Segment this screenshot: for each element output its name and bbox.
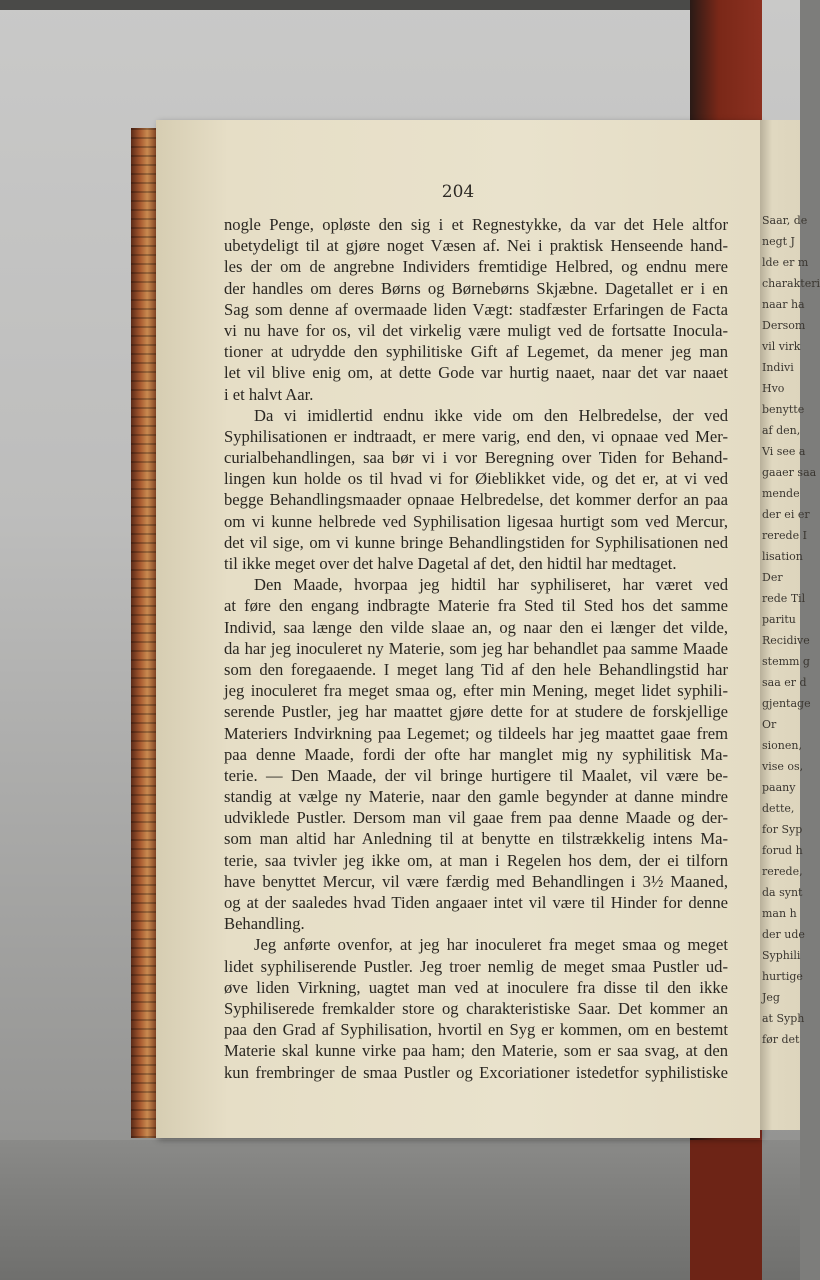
text-line: udviklede Pustler. Dersom man vil gaae frem paa denne Maade og der- xyxy=(224,808,728,828)
text-line: om vi kunne helbrede ved Syphilisation ligesaa hurtigt som ved Mercur, xyxy=(224,511,728,531)
text-line: Den Maade, hvorpaa jeg hidtil har syphiliseret, har været ved xyxy=(254,575,728,595)
background-shadow xyxy=(0,1140,800,1280)
facing-page-fragment: mende xyxy=(762,487,800,500)
facing-page-fragment: rede Til xyxy=(762,592,806,605)
text-line: Jeg anførte ovenfor, at jeg har inoculeret fra meget smaa og meget xyxy=(254,935,728,955)
facing-page-fragment: Or xyxy=(762,718,777,731)
text-line: der handles om deres Børns og Børnebørns Skjæbne. Dagetallet er i en xyxy=(224,278,728,298)
text-line: terie, saa tvivler jeg ikke om, at man i Regelen hos dem, der ei tilforn xyxy=(224,850,728,870)
text-line: ubetydeligt til at gjøre noget Væsen af. Nei i praktisk Henseende hand- xyxy=(224,236,728,256)
text-line: begge Behandlingsmaader opnaae Helbredelse, det kommer derfor an paa xyxy=(224,490,728,510)
facing-page-fragment: Dersom xyxy=(762,319,806,332)
text-line: paa den Grad af Syphilisation, hvortil en Syg er kommen, om en bestemt xyxy=(224,1020,728,1040)
text-line: curialbehandlingen, saa bør vi i vor Beregning over Tiden for Behand- xyxy=(224,448,728,468)
facing-page-fragment: lde er m xyxy=(762,256,809,269)
page-body-text xyxy=(224,214,728,1083)
facing-page-fragment: Indivi xyxy=(762,361,794,374)
text-line: have benyttet Mercur, vil være færdig med Behandlingen i 3½ Maaned, xyxy=(224,871,728,891)
text-line: jeg inoculeret fra meget smaa og, efter min Mening, meget lidet syphili- xyxy=(224,681,728,701)
facing-page-fragment: gaaer saa xyxy=(762,466,817,479)
text-line: Behandling. xyxy=(224,914,305,934)
text-line: at føre den engang indbragte Materie fra Sted til Sted hos det samme xyxy=(224,596,728,616)
facing-page-fragment: dette, xyxy=(762,802,795,815)
facing-page-fragment: Der xyxy=(762,571,783,584)
facing-page-fragment: negt J xyxy=(762,235,795,248)
facing-page-edge xyxy=(760,120,820,1130)
facing-page-fragment: saa er d xyxy=(762,676,807,689)
text-line: som man altid har Anledning til at benytte en tilstrækkelig intens Ma- xyxy=(224,829,728,849)
facing-page-fragment: sionen, xyxy=(762,739,802,752)
text-line: tioner at udrydde den syphilitiske Gift af Legemet, da mener jeg man xyxy=(224,342,728,362)
facing-page-fragment: stemm g xyxy=(762,655,810,668)
text-line: Individ, saa længe den vilde slaae an, og naar den ei længer det vilde, xyxy=(224,617,728,637)
facing-page-fragment: at Syph xyxy=(762,1012,805,1025)
facing-page-fragment: før det xyxy=(762,1033,800,1046)
text-line: nogle Penge, opløste den sig i et Regnestykke, da var det Hele altfor xyxy=(224,215,728,234)
facing-page-fragment: benytte xyxy=(762,403,805,416)
text-line: paa denne Maade, fordi der ofte har manglet mig ny syphilitisk Ma- xyxy=(224,744,728,764)
text-line: Materie skal kunne virke paa ham; den Materie, som er saa svag, at den xyxy=(224,1041,728,1061)
facing-page-fragment: naar ha xyxy=(762,298,805,311)
text-line: les der om de angrebne Individers fremtidige Helbred, og endnu mere xyxy=(224,257,728,277)
facing-page-fragment: Saar, de xyxy=(762,214,808,227)
facing-page-fragment: paritu xyxy=(762,613,796,626)
text-line: Sag som denne af overmaade liden Vægt: stadfæster Erfaringen de Facta xyxy=(224,299,728,319)
text-line: terie. — Den Maade, der vil bringe hurtigere til Maalet, vil være be- xyxy=(224,765,728,785)
text-line: øve liden Virkning, uagtet man ved at inoculere fra disse til den ikke xyxy=(224,977,728,997)
text-line: lidet syphiliserende Pustler. Jeg troer nemlig de meget smaa Pustler ud- xyxy=(224,956,728,976)
facing-page-fragment: paany xyxy=(762,781,796,794)
facing-page-fragment: forud h xyxy=(762,844,803,857)
text-line: kun frembringer de smaa Pustler og Excoriationer istedetfor syphilistiske xyxy=(224,1062,728,1082)
facing-page-fragment: Hvo xyxy=(762,382,785,395)
book-spine xyxy=(131,128,158,1138)
page-number: 204 xyxy=(441,182,475,202)
facing-page-fragment: hurtige xyxy=(762,970,803,983)
facing-page-fragment: lisation xyxy=(762,550,803,563)
facing-page-fragment: for Syp xyxy=(762,823,803,836)
text-line: Da vi imidlertid endnu ikke vide om den Helbredelse, der ved xyxy=(254,405,728,425)
facing-page-fragment: Recidive xyxy=(762,634,810,647)
facing-page-fragment: af den, xyxy=(762,424,801,437)
facing-page-fragment: der ude xyxy=(762,928,805,941)
text-line: Materiers Indvirkning paa Legemet; og tildeels har jeg maattet gaae frem xyxy=(224,723,728,743)
text-line: til ikke meget over det halve Dagetal af det, den hidtil har medtaget. xyxy=(224,554,677,573)
book-edge-top xyxy=(0,0,690,10)
text-line: vi nu have for os, vil det virkelig være muligt ved de fortsatte Inocula- xyxy=(224,320,728,340)
text-line: i et halvt Aar. xyxy=(224,384,314,404)
text-line: serende Pustler, jeg har maattet gjøre dette for at studere de forskjellige xyxy=(224,702,728,722)
facing-page-fragment: charakteri xyxy=(762,277,820,290)
facing-page-fragment: rerede I xyxy=(762,529,807,542)
facing-page-fragment: der ei er xyxy=(762,508,810,521)
text-line: let vil blive enig om, at dette Gode var hurtig naaet, naar det var naaet xyxy=(224,363,728,383)
text-line: det vil sige, om vi kunne bringe Behandlingstiden for Syphilisationen ned xyxy=(224,532,728,552)
text-line: standig at vælge ny Materie, naar den gamle begynder at danne mindre xyxy=(224,787,728,807)
book-page xyxy=(156,120,760,1138)
text-line: Syphilisationen er indtraadt, er mere varig, end den, vi opnaae ved Mer- xyxy=(224,426,728,446)
text-line: lingen kun holde os til hvad vi for Øieblikket vide, og det er, at vi ved xyxy=(224,469,728,489)
text-line: da har jeg inoculeret ny Materie, som jeg har behandlet paa samme Maade xyxy=(224,638,728,658)
facing-page-fragment: rerede, xyxy=(762,865,803,878)
facing-page-fragment: Syphili xyxy=(762,949,801,962)
facing-page-fragment: Jeg xyxy=(762,991,780,1004)
facing-page-fragment: gjentage xyxy=(762,697,811,710)
book-cover-bottom xyxy=(690,1140,762,1280)
text-line: og at der saaledes hvad Tiden angaaer intet vil være til Hinder for denne xyxy=(224,893,728,912)
facing-page-fragment: da synt xyxy=(762,886,803,899)
facing-page-fragment: Vi see a xyxy=(762,445,806,458)
facing-page-fragment: vise os, xyxy=(762,760,804,773)
facing-page-fragment: vil virk xyxy=(762,340,801,353)
text-line: som den foregaaende. I meget lang Tid af den hele Behandlingstid har xyxy=(224,659,728,679)
text-line: Syphiliserede fremkalder store og charakteristiske Saar. Det kommer an xyxy=(224,998,728,1018)
facing-page-fragment: man h xyxy=(762,907,797,920)
